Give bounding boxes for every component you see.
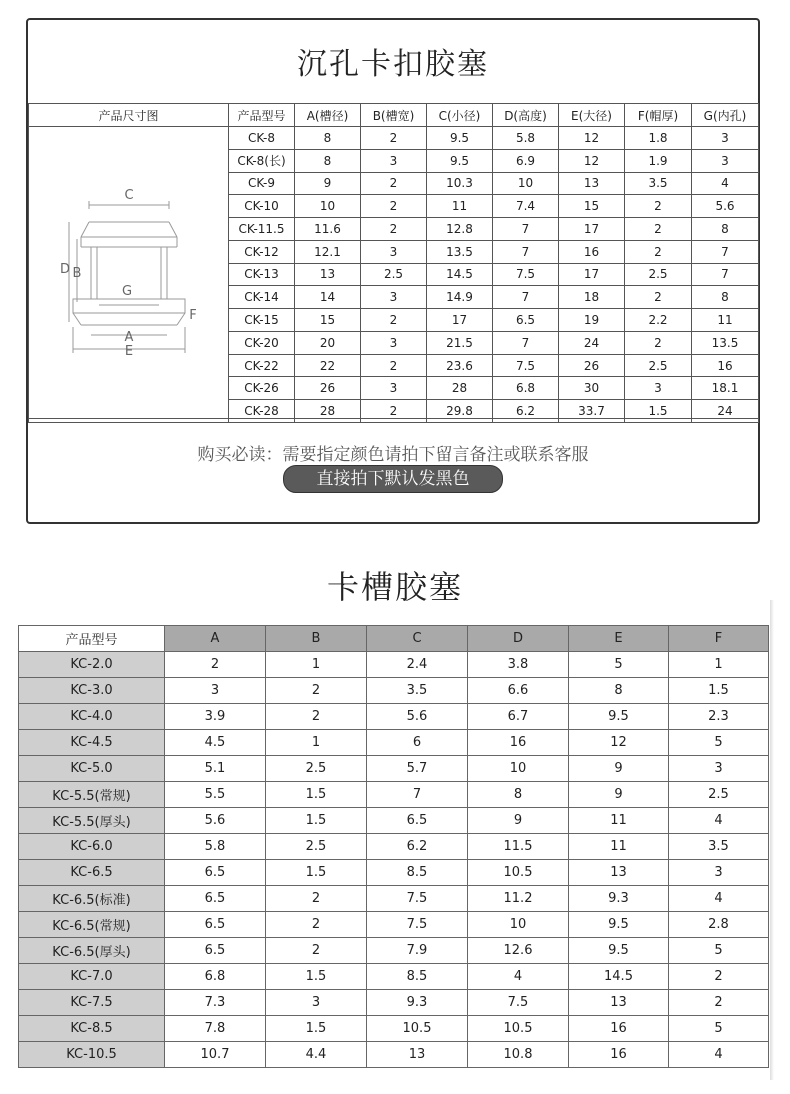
countersunk-plug-title: 沉孔卡扣胶塞 bbox=[297, 47, 489, 82]
value-cell: 12 bbox=[569, 730, 669, 756]
value-cell: 3 bbox=[669, 860, 769, 886]
model-cell: CK-10 bbox=[229, 195, 295, 218]
value-cell: 3 bbox=[625, 377, 692, 400]
value-cell: 2.5 bbox=[625, 263, 692, 286]
value-cell: 1 bbox=[669, 652, 769, 678]
header-cell: B(槽宽) bbox=[361, 104, 427, 127]
slot-row bbox=[19, 782, 769, 808]
slot-row bbox=[19, 678, 769, 704]
value-cell: 8 bbox=[569, 678, 669, 704]
value-cell: 2.2 bbox=[625, 309, 692, 332]
value-cell: 9.5 bbox=[427, 149, 493, 172]
label-f: F bbox=[189, 308, 197, 323]
model-cell: CK-15 bbox=[229, 309, 295, 332]
value-cell: 22 bbox=[295, 354, 361, 377]
value-cell: 19 bbox=[559, 309, 625, 332]
value-cell: 5.1 bbox=[165, 756, 266, 782]
slot-plug-title: 卡槽胶塞 bbox=[326, 568, 463, 606]
value-cell: 16 bbox=[559, 240, 625, 263]
value-cell: 6.5 bbox=[493, 309, 559, 332]
value-cell: 17 bbox=[559, 218, 625, 241]
label-d: D bbox=[59, 262, 71, 277]
value-cell: 2 bbox=[361, 218, 427, 241]
value-cell: 3 bbox=[361, 286, 427, 309]
value-cell: 1.5 bbox=[266, 808, 367, 834]
value-cell: 20 bbox=[295, 331, 361, 354]
model-cell: CK-20 bbox=[229, 331, 295, 354]
slot-plug-table bbox=[18, 625, 769, 1068]
header-cell: G(内孔) bbox=[692, 104, 759, 127]
value-cell: 4 bbox=[692, 172, 759, 195]
value-cell: 12.6 bbox=[468, 938, 569, 964]
value-cell: 12.8 bbox=[427, 218, 493, 241]
model-cell: CK-12 bbox=[229, 240, 295, 263]
value-cell: 3 bbox=[361, 331, 427, 354]
model-cell: KC-5.5(厚头) bbox=[19, 808, 165, 834]
plug-dimension-diagram bbox=[29, 127, 229, 419]
value-cell: 14.5 bbox=[427, 263, 493, 286]
header-cell: 产品型号 bbox=[229, 104, 295, 127]
value-cell: 2 bbox=[361, 172, 427, 195]
model-cell: KC-2.0 bbox=[19, 652, 165, 678]
slot-row bbox=[19, 1016, 769, 1042]
value-cell: 1.5 bbox=[266, 782, 367, 808]
value-cell: 7.5 bbox=[493, 354, 559, 377]
value-cell: 16 bbox=[569, 1016, 669, 1042]
value-cell: 2 bbox=[669, 990, 769, 1016]
value-cell: 7 bbox=[692, 240, 759, 263]
value-cell: 12 bbox=[559, 149, 625, 172]
model-cell: CK-26 bbox=[229, 377, 295, 400]
value-cell: 3.8 bbox=[468, 652, 569, 678]
model-cell: CK-9 bbox=[229, 172, 295, 195]
value-cell: 2 bbox=[625, 286, 692, 309]
value-cell: 1 bbox=[266, 652, 367, 678]
value-cell: 3.5 bbox=[367, 678, 468, 704]
value-cell: 9.3 bbox=[367, 990, 468, 1016]
value-cell: 10 bbox=[295, 195, 361, 218]
value-cell: 13.5 bbox=[427, 240, 493, 263]
value-cell: 1 bbox=[266, 730, 367, 756]
value-cell: 5.8 bbox=[493, 127, 559, 150]
value-cell: 5.6 bbox=[165, 808, 266, 834]
header-cell: B bbox=[266, 626, 367, 652]
model-cell: KC-3.0 bbox=[19, 678, 165, 704]
model-cell: KC-4.0 bbox=[19, 704, 165, 730]
value-cell: 10 bbox=[468, 912, 569, 938]
value-cell: 5 bbox=[669, 730, 769, 756]
purchase-notice: 购买必读：需要指定颜色请拍下留言备注或联系客服 bbox=[197, 445, 589, 465]
value-cell: 10.5 bbox=[468, 860, 569, 886]
value-cell: 13 bbox=[295, 263, 361, 286]
slot-header-row bbox=[19, 626, 769, 652]
value-cell: 5.6 bbox=[692, 195, 759, 218]
value-cell: 5 bbox=[669, 1016, 769, 1042]
value-cell: 6.7 bbox=[468, 704, 569, 730]
value-cell: 17 bbox=[559, 263, 625, 286]
value-cell: 3 bbox=[669, 756, 769, 782]
value-cell: 8 bbox=[468, 782, 569, 808]
value-cell: 4 bbox=[468, 964, 569, 990]
value-cell: 6.5 bbox=[165, 938, 266, 964]
header-cell: 产品尺寸图 bbox=[29, 104, 229, 127]
value-cell: 14 bbox=[295, 286, 361, 309]
model-cell: KC-6.5(常规) bbox=[19, 912, 165, 938]
model-cell: CK-22 bbox=[229, 354, 295, 377]
value-cell: 3.9 bbox=[165, 704, 266, 730]
header-cell: A bbox=[165, 626, 266, 652]
value-cell: 4.5 bbox=[165, 730, 266, 756]
value-cell: 23.6 bbox=[427, 354, 493, 377]
value-cell: 15 bbox=[295, 309, 361, 332]
slot-row bbox=[19, 990, 769, 1016]
value-cell: 11 bbox=[569, 808, 669, 834]
value-cell: 16 bbox=[569, 1042, 669, 1068]
value-cell: 3 bbox=[361, 149, 427, 172]
value-cell: 1.5 bbox=[669, 678, 769, 704]
value-cell: 10 bbox=[468, 756, 569, 782]
value-cell: 2.5 bbox=[669, 782, 769, 808]
value-cell: 2 bbox=[625, 331, 692, 354]
value-cell: 16 bbox=[692, 354, 759, 377]
value-cell: 5 bbox=[669, 938, 769, 964]
value-cell: 3.5 bbox=[625, 172, 692, 195]
model-cell: KC-6.5 bbox=[19, 860, 165, 886]
value-cell: 24 bbox=[692, 400, 759, 423]
value-cell: 7 bbox=[367, 782, 468, 808]
value-cell: 1.5 bbox=[625, 400, 692, 423]
value-cell: 7 bbox=[493, 240, 559, 263]
value-cell: 7 bbox=[493, 218, 559, 241]
model-cell: KC-8.5 bbox=[19, 1016, 165, 1042]
value-cell: 14.5 bbox=[569, 964, 669, 990]
value-cell: 2 bbox=[625, 218, 692, 241]
value-cell: 6.5 bbox=[367, 808, 468, 834]
value-cell: 4 bbox=[669, 808, 769, 834]
spec-row bbox=[29, 127, 759, 150]
value-cell: 14.9 bbox=[427, 286, 493, 309]
value-cell: 3 bbox=[692, 127, 759, 150]
model-cell: KC-4.5 bbox=[19, 730, 165, 756]
slot-row bbox=[19, 964, 769, 990]
value-cell: 2 bbox=[266, 938, 367, 964]
model-cell: KC-10.5 bbox=[19, 1042, 165, 1068]
value-cell: 2 bbox=[361, 195, 427, 218]
value-cell: 13.5 bbox=[692, 331, 759, 354]
slot-row bbox=[19, 808, 769, 834]
model-cell: CK-14 bbox=[229, 286, 295, 309]
value-cell: 2 bbox=[266, 912, 367, 938]
value-cell: 7 bbox=[493, 331, 559, 354]
model-cell: KC-6.5(厚头) bbox=[19, 938, 165, 964]
value-cell: 8 bbox=[692, 286, 759, 309]
value-cell: 6.2 bbox=[367, 834, 468, 860]
value-cell: 26 bbox=[295, 377, 361, 400]
value-cell: 2 bbox=[266, 886, 367, 912]
value-cell: 7.3 bbox=[165, 990, 266, 1016]
value-cell: 8 bbox=[692, 218, 759, 241]
value-cell: 13 bbox=[559, 172, 625, 195]
value-cell: 2.5 bbox=[625, 354, 692, 377]
value-cell: 9.5 bbox=[569, 912, 669, 938]
value-cell: 18.1 bbox=[692, 377, 759, 400]
value-cell: 9 bbox=[569, 756, 669, 782]
model-cell: KC-5.5(常规) bbox=[19, 782, 165, 808]
value-cell: 5.8 bbox=[165, 834, 266, 860]
slot-row bbox=[19, 886, 769, 912]
value-cell: 11.5 bbox=[468, 834, 569, 860]
value-cell: 10.3 bbox=[427, 172, 493, 195]
model-cell: CK-8 bbox=[229, 127, 295, 150]
header-cell: D bbox=[468, 626, 569, 652]
value-cell: 11 bbox=[569, 834, 669, 860]
slot-row bbox=[19, 860, 769, 886]
header-cell: C bbox=[367, 626, 468, 652]
value-cell: 6.9 bbox=[493, 149, 559, 172]
label-c: C bbox=[124, 188, 134, 203]
model-cell: CK-11.5 bbox=[229, 218, 295, 241]
value-cell: 4.4 bbox=[266, 1042, 367, 1068]
header-cell: D(高度) bbox=[493, 104, 559, 127]
value-cell: 7 bbox=[493, 286, 559, 309]
label-a: A bbox=[124, 330, 134, 345]
model-cell: KC-6.5(标准) bbox=[19, 886, 165, 912]
value-cell: 9 bbox=[295, 172, 361, 195]
value-cell: 4 bbox=[669, 1042, 769, 1068]
label-b: B bbox=[72, 266, 82, 281]
value-cell: 3 bbox=[165, 678, 266, 704]
value-cell: 6.2 bbox=[493, 400, 559, 423]
value-cell: 2 bbox=[625, 240, 692, 263]
value-cell: 5.5 bbox=[165, 782, 266, 808]
value-cell: 5.6 bbox=[367, 704, 468, 730]
value-cell: 2 bbox=[361, 354, 427, 377]
value-cell: 13 bbox=[569, 990, 669, 1016]
value-cell: 10.8 bbox=[468, 1042, 569, 1068]
value-cell: 7.8 bbox=[165, 1016, 266, 1042]
value-cell: 2.5 bbox=[266, 834, 367, 860]
model-cell: CK-8(长) bbox=[229, 149, 295, 172]
value-cell: 21.5 bbox=[427, 331, 493, 354]
value-cell: 7 bbox=[692, 263, 759, 286]
value-cell: 11 bbox=[692, 309, 759, 332]
value-cell: 29.8 bbox=[427, 400, 493, 423]
value-cell: 3 bbox=[692, 149, 759, 172]
value-cell: 2 bbox=[165, 652, 266, 678]
value-cell: 30 bbox=[559, 377, 625, 400]
value-cell: 11.2 bbox=[468, 886, 569, 912]
value-cell: 10.7 bbox=[165, 1042, 266, 1068]
value-cell: 9.5 bbox=[427, 127, 493, 150]
value-cell: 7.4 bbox=[493, 195, 559, 218]
slot-row bbox=[19, 938, 769, 964]
dimension-diagram-cell bbox=[29, 127, 229, 423]
value-cell: 24 bbox=[559, 331, 625, 354]
value-cell: 2 bbox=[625, 195, 692, 218]
header-cell: F bbox=[669, 626, 769, 652]
value-cell: 13 bbox=[367, 1042, 468, 1068]
value-cell: 6.6 bbox=[468, 678, 569, 704]
value-cell: 7.5 bbox=[367, 886, 468, 912]
value-cell: 2.3 bbox=[669, 704, 769, 730]
value-cell: 2 bbox=[361, 400, 427, 423]
value-cell: 2 bbox=[266, 704, 367, 730]
value-cell: 7.5 bbox=[493, 263, 559, 286]
value-cell: 2 bbox=[669, 964, 769, 990]
value-cell: 2.8 bbox=[669, 912, 769, 938]
value-cell: 6.8 bbox=[165, 964, 266, 990]
header-cell: E(大径) bbox=[559, 104, 625, 127]
value-cell: 3 bbox=[361, 377, 427, 400]
value-cell: 8.5 bbox=[367, 860, 468, 886]
label-e: E bbox=[124, 344, 134, 359]
value-cell: 2 bbox=[266, 678, 367, 704]
countersunk-spec-table bbox=[28, 103, 759, 423]
value-cell: 7.5 bbox=[367, 912, 468, 938]
value-cell: 9 bbox=[468, 808, 569, 834]
value-cell: 1.8 bbox=[625, 127, 692, 150]
value-cell: 4 bbox=[669, 886, 769, 912]
value-cell: 2.4 bbox=[367, 652, 468, 678]
spec-header-row bbox=[29, 104, 759, 127]
model-cell: KC-7.5 bbox=[19, 990, 165, 1016]
value-cell: 8.5 bbox=[367, 964, 468, 990]
value-cell: 7.9 bbox=[367, 938, 468, 964]
value-cell: 6.8 bbox=[493, 377, 559, 400]
value-cell: 9.3 bbox=[569, 886, 669, 912]
slot-row bbox=[19, 912, 769, 938]
value-cell: 2 bbox=[361, 309, 427, 332]
value-cell: 13 bbox=[569, 860, 669, 886]
header-cell: E bbox=[569, 626, 669, 652]
value-cell: 6.5 bbox=[165, 912, 266, 938]
value-cell: 12.1 bbox=[295, 240, 361, 263]
value-cell: 1.9 bbox=[625, 149, 692, 172]
value-cell: 9 bbox=[569, 782, 669, 808]
value-cell: 8 bbox=[295, 149, 361, 172]
value-cell: 7.5 bbox=[468, 990, 569, 1016]
value-cell: 9.5 bbox=[569, 704, 669, 730]
value-cell: 11 bbox=[427, 195, 493, 218]
divider bbox=[28, 418, 758, 419]
model-cell: KC-7.0 bbox=[19, 964, 165, 990]
value-cell: 28 bbox=[295, 400, 361, 423]
value-cell: 3 bbox=[266, 990, 367, 1016]
value-cell: 10 bbox=[493, 172, 559, 195]
header-cell: A(槽径) bbox=[295, 104, 361, 127]
value-cell: 15 bbox=[559, 195, 625, 218]
label-g: G bbox=[121, 284, 133, 299]
header-cell: C(小径) bbox=[427, 104, 493, 127]
slot-row bbox=[19, 704, 769, 730]
value-cell: 5.7 bbox=[367, 756, 468, 782]
value-cell: 28 bbox=[427, 377, 493, 400]
value-cell: 11.6 bbox=[295, 218, 361, 241]
value-cell: 2.5 bbox=[361, 263, 427, 286]
value-cell: 2 bbox=[361, 127, 427, 150]
slot-row bbox=[19, 1042, 769, 1068]
default-black-button[interactable]: 直接拍下默认发黑色 bbox=[283, 465, 503, 493]
header-cell: 产品型号 bbox=[19, 626, 165, 652]
slot-row bbox=[19, 756, 769, 782]
model-cell: KC-5.0 bbox=[19, 756, 165, 782]
slot-row bbox=[19, 652, 769, 678]
countersunk-plug-card bbox=[26, 18, 760, 524]
model-cell: CK-28 bbox=[229, 400, 295, 423]
value-cell: 17 bbox=[427, 309, 493, 332]
model-cell: KC-6.0 bbox=[19, 834, 165, 860]
value-cell: 1.5 bbox=[266, 860, 367, 886]
slot-row bbox=[19, 834, 769, 860]
value-cell: 6.5 bbox=[165, 860, 266, 886]
value-cell: 3 bbox=[361, 240, 427, 263]
value-cell: 9.5 bbox=[569, 938, 669, 964]
value-cell: 10.5 bbox=[367, 1016, 468, 1042]
value-cell: 6.5 bbox=[165, 886, 266, 912]
value-cell: 8 bbox=[295, 127, 361, 150]
value-cell: 10.5 bbox=[468, 1016, 569, 1042]
value-cell: 12 bbox=[559, 127, 625, 150]
header-cell: F(帽厚) bbox=[625, 104, 692, 127]
value-cell: 18 bbox=[559, 286, 625, 309]
slot-row bbox=[19, 730, 769, 756]
value-cell: 26 bbox=[559, 354, 625, 377]
value-cell: 1.5 bbox=[266, 964, 367, 990]
value-cell: 16 bbox=[468, 730, 569, 756]
value-cell: 3.5 bbox=[669, 834, 769, 860]
value-cell: 33.7 bbox=[559, 400, 625, 423]
value-cell: 2.5 bbox=[266, 756, 367, 782]
value-cell: 1.5 bbox=[266, 1016, 367, 1042]
page-edge-shadow bbox=[770, 600, 774, 1080]
value-cell: 5 bbox=[569, 652, 669, 678]
model-cell: CK-13 bbox=[229, 263, 295, 286]
value-cell: 6 bbox=[367, 730, 468, 756]
